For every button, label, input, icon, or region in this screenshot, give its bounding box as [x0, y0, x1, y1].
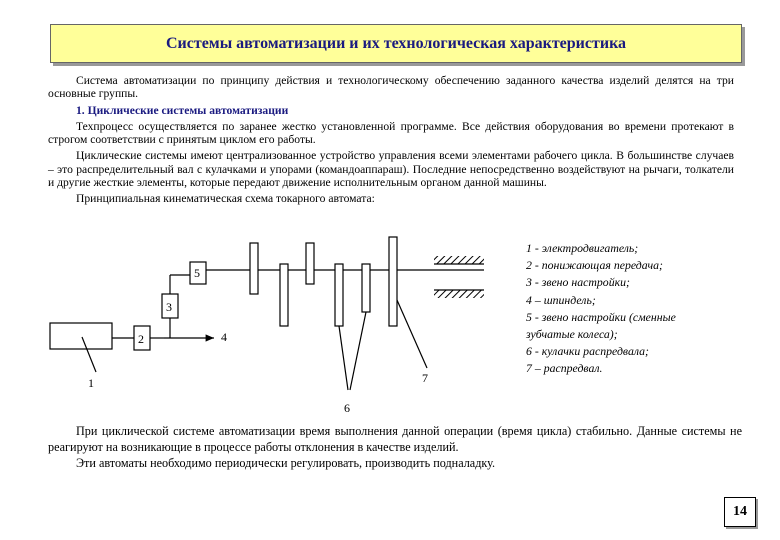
cam-leader-b: [350, 312, 366, 390]
intro-paragraph: Система автоматизации по принципу действия и технологическому обеспечению заданного качества изделий делятся на три основные группы.: [48, 74, 734, 101]
motor-box: [50, 323, 112, 349]
label-7: 7: [422, 371, 428, 385]
section-heading: 1. Циклические системы автоматизации: [76, 103, 289, 117]
camshaft-disk: [389, 237, 397, 326]
label-3: 3: [166, 300, 172, 314]
cam-leader-a: [339, 326, 348, 390]
housing-bottom: [434, 290, 484, 298]
legend-item: 3 - звено настройки;: [526, 275, 630, 290]
bottom-text: [48, 423, 742, 471]
legend-item: 1 - электродвигатель;: [526, 241, 639, 255]
page-title: Системы автоматизации и их технологическая характеристика: [165, 34, 627, 52]
label-2: 2: [138, 332, 144, 346]
legend-item: 7 – распредвал.: [526, 361, 603, 376]
label-4: 4: [221, 330, 227, 344]
paragraph-3: Принципиальная кинематическая схема токарного автомата:: [76, 192, 375, 206]
paragraph-2: Циклические системы имеют централизованное устройство управления всеми элементами рабочего цикла. В большинстве случаев – это распределительный вал с кулачками и упорами (командоаппараш). Последние непосредственно воздействуют на рычаги, толкатели и другие жесткие элементы, которые передают движение исполнительным органом данной машины.: [48, 149, 734, 190]
legend-item: зубчатые колеса);: [526, 327, 618, 342]
gear-1: [250, 243, 258, 294]
housing-top: [434, 256, 484, 264]
gear-3: [306, 243, 314, 284]
legend-item: 6 - кулачки распредвала;: [526, 344, 649, 359]
paragraph-1: Техпроцесс осуществляется по заранее жестко установленной программе. Все действия оборудования во времени протекают в строгом соответствии с принятым циклом его работы.: [48, 119, 734, 147]
cam-1: [335, 264, 343, 326]
legend-item: 5 - звено настройки (сменные: [526, 309, 676, 324]
legend-item: 4 – шпиндель;: [526, 292, 596, 307]
gear-2: [280, 264, 288, 326]
legend-item: 2 - понижающая передача;: [526, 258, 663, 273]
camshaft-leader: [397, 300, 427, 368]
label-6: 6: [344, 401, 350, 415]
bottom-paragraph-1: При циклической системе автоматизации время выполнения данной операции (время цикла) стабильно. Данные системы не реагируют на возникающие в процессе работы отклонения в качестве изделий.: [48, 424, 742, 454]
page-number: 14: [724, 497, 756, 527]
label-1: 1: [88, 376, 94, 390]
diagram-legend: [526, 240, 726, 378]
cam-2: [362, 264, 370, 312]
label-5: 5: [194, 266, 200, 280]
bottom-paragraph-2: Эти автоматы необходимо периодически регулировать, производить подналадку.: [76, 456, 496, 470]
